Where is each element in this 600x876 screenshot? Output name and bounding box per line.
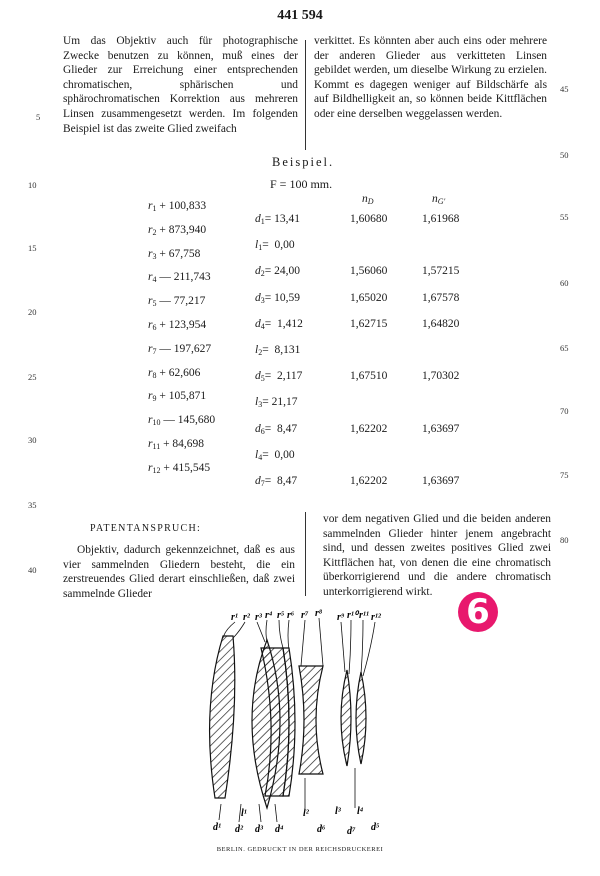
radius-value: — 211,743 [159,271,211,284]
column-divider-claim [305,512,306,596]
focal-length: F = 100 mm. [270,177,333,191]
lens-diagram [195,608,405,838]
radius-label: r [148,366,153,379]
radius-value: — 145,680 [163,414,216,427]
thickness-cell [255,449,295,462]
radius-label: r [148,438,153,450]
intro-left-text: Um das Objektiv auch für photographische Zwecke benutzen zu können, muß eines der Glieder zur Erreichung einer entsprechenden chromatischen, sphärischen und sphärochromatischen Korrektion aus mehreren Linsen zusammengesetzt werden. Im folgenden Beispiel ist das zweite Glied zweifach [63,35,298,135]
thickness-cell [255,344,300,357]
thickness-cell [255,239,295,252]
radius-index: 11 [152,442,161,451]
claim-heading: PATENTANSPRUCH: [90,523,202,534]
line-number: 55 [560,212,569,222]
thickness-label: d [255,370,261,383]
refractive-index-ng: 1,63697 [422,422,460,435]
radius-label: r [148,390,153,403]
claim-right-column [323,512,551,600]
radius-label: r [148,319,153,331]
diagram-label-d6: d⁶ [317,824,326,835]
thickness-cell [255,475,297,488]
thickness-index: 1 [258,243,263,253]
thickness-label: l [255,239,259,252]
line-number: 20 [28,307,37,317]
intro-right-column [314,34,547,122]
radius-row [148,295,205,308]
radius-row [148,319,206,332]
refractive-index-ng: 1,67578 [422,291,460,304]
intro-right-text: verkittet. Es könnten aber auch eins oder mehrere der anderen Glieder aus verkitteten Linsen gebildet werden, um dieselbe Wirkung zu erzielen. Kommt es dagegen weniger auf Bildschärfe als auf Bildhelligkeit an, so können beide Kittflächen oder eine derselben weggelassen werden. [314,35,547,120]
refractive-index-nd: 1,56060 [350,265,388,278]
thickness-value: = 1,412 [264,317,303,330]
radius-row [148,224,206,237]
diagram-label-l3: l³ [335,806,341,817]
claim-right-text: vor dem negativen Glied und die beiden anderen sammelnden Glieder hinter jenem angebracht sind, und dessen zweites positives Glied zwei Kittflächen hat, von denen die eine chromatisch überkorrigierend und die andere chromatisch unterkorrigierend wirkt. [323,513,551,598]
refractive-index-nd: 1,65020 [350,291,388,304]
radius-index: 1 [152,204,157,213]
diagram-label-d3: d³ [255,824,263,835]
thickness-cell [255,213,300,226]
line-number: 50 [560,150,569,160]
thickness-value: = 8,47 [264,475,298,487]
diagram-label-r7: r⁷ [301,610,309,621]
thickness-cell [255,370,302,383]
diagram-label-r5: r⁵ [277,610,285,621]
radius-row [148,414,215,427]
thickness-value: = 0,00 [262,448,295,461]
diagram-label-r11: r¹¹ [359,610,369,621]
column-header-ng: $n_{G'}$ [432,193,446,206]
thickness-index: 4 [260,321,265,331]
line-number: 5 [36,112,41,122]
thickness-label: d [255,317,261,330]
thickness-value: = 10,59 [264,291,300,304]
diagram-label-r4: r⁴ [265,610,273,621]
thickness-value: = 0,00 [262,239,295,252]
thickness-index: 6 [260,426,265,436]
line-number: 40 [28,565,37,575]
intro-left-column [63,34,298,136]
radius-row [148,462,210,475]
thickness-label: d [255,265,261,278]
column-divider-top [305,40,306,150]
radius-label: r [148,342,153,355]
diagram-label-r6: r⁶ [287,610,295,621]
thickness-label: d [255,422,261,435]
radius-index: 3 [152,251,157,261]
line-number: 80 [560,535,569,545]
refractive-index-ng: 1,64820 [422,317,460,330]
radius-index: 7 [152,346,157,356]
diagram-label-r12: r¹² [371,612,381,623]
diagram-label-r3: r³ [255,612,262,623]
radius-index: 9 [152,394,157,404]
page-number-badge: 6 [458,592,498,632]
refractive-index-nd: 1,62715 [350,317,388,330]
radius-index: 2 [152,227,157,237]
thickness-cell [255,318,303,331]
radius-value: + 123,954 [159,319,207,331]
refractive-index-nd: 1,67510 [350,370,388,383]
line-number: 60 [560,278,569,288]
radius-value: + 67,758 [159,247,201,260]
diagram-label-r9: r⁹ [337,612,345,623]
line-number: 30 [28,435,37,445]
radius-label: r [148,200,153,212]
thickness-cell [255,423,297,436]
thickness-index: 4 [258,452,263,462]
lens-element-5 [299,666,323,774]
refractive-index-nd: 1,60680 [350,213,388,225]
diagram-label-l4: l⁴ [357,806,364,817]
radius-row [148,200,206,213]
radius-value: — 77,217 [159,295,206,308]
refractive-index-nd: 1,62202 [350,475,388,487]
line-number: 75 [560,470,569,480]
thickness-value: = 2,117 [264,370,303,383]
thickness-value: = 24,00 [264,265,300,278]
thickness-value: = 13,41 [264,213,300,225]
line-number: 25 [28,372,37,382]
refractive-index-ng: 1,63697 [422,475,460,487]
thickness-value: = 8,47 [264,422,298,435]
radius-row [148,271,211,284]
radius-index: 6 [152,323,157,332]
line-number: 15 [28,243,37,253]
radius-label: r [148,223,153,236]
thickness-value: = 8,131 [262,344,301,356]
line-number: 65 [560,343,569,353]
radius-index: 8 [152,370,157,380]
diagram-label-r10: r¹⁰ [347,610,358,621]
radius-value: + 100,833 [159,200,207,212]
claim-left-text: Objektiv, dadurch gekennzeichnet, daß es aus vier sammelnden Gliedern besteht, die ein zerstreuendes Glied derart einschließen, daß zwei sammelnde Glieder [63,544,295,600]
line-number: 35 [28,500,37,510]
lens-element-1 [210,636,235,798]
diagram-label-d5: d⁵ [371,822,380,833]
thickness-index: 3 [258,400,263,410]
refractive-index-nd: 1,62202 [350,422,388,435]
radius-row [148,390,206,403]
radius-index: 5 [152,299,157,309]
thickness-value: = 21,17 [262,396,298,409]
diagram-label-d7: d⁷ [347,826,356,837]
diagram-label-l1: l¹ [241,808,247,819]
diagram-label-r2: r² [243,612,250,623]
lens-element-7 [356,672,366,764]
radius-index: 12 [152,465,161,475]
radius-label: r [148,461,153,474]
radius-index: 10 [152,418,161,428]
thickness-index: 7 [260,479,265,488]
radius-value: + 873,940 [159,223,207,236]
thickness-label: d [255,213,261,225]
thickness-label: l [255,396,259,409]
radius-row [148,343,211,356]
diagram-label-d1: d¹ [213,822,221,833]
thickness-label: d [255,291,261,304]
thickness-index: 5 [260,374,265,384]
refractive-index-ng: 1,57215 [422,265,460,278]
line-number: 70 [560,406,569,416]
claim-left-column [63,543,295,601]
line-number: 10 [28,180,37,190]
thickness-cell [255,265,300,278]
thickness-index: 3 [260,295,265,305]
column-header-nd: $n_D$ [362,193,374,206]
radius-row [148,248,200,261]
diagram-label-d2: d² [235,824,243,835]
diagram-label-l2: l² [303,808,309,819]
radius-value: + 415,545 [163,461,211,474]
thickness-index: 1 [260,217,265,226]
thickness-index: 2 [260,269,265,279]
diagram-label-d4: d⁴ [275,824,284,835]
diagram-label-r8: r⁸ [315,608,323,619]
refractive-index-ng: 1,70302 [422,370,460,383]
thickness-index: 2 [258,348,263,357]
radius-value: — 197,627 [159,342,212,355]
footer-imprint: BERLIN. GEDRUCKT IN DER REICHSDRUCKEREI [216,846,384,853]
lens-element-6 [341,670,351,766]
radius-row [148,438,204,451]
radius-index: 4 [152,275,157,285]
radius-row [148,367,200,380]
radius-label: r [148,295,153,308]
radius-value: + 105,871 [159,390,207,403]
line-number: 45 [560,84,569,94]
patent-number: 441 594 [277,8,323,23]
thickness-label: l [255,448,259,461]
thickness-label: d [255,475,261,487]
diagram-label-r1: r¹ [231,612,238,623]
radius-label: r [148,414,153,427]
refractive-index-ng: 1,61968 [422,213,460,225]
thickness-label: l [255,344,259,356]
example-heading: Beispiel. [272,155,335,169]
thickness-cell [255,292,300,305]
radius-label: r [148,247,153,260]
thickness-cell [255,396,297,409]
radius-value: + 84,698 [163,438,205,450]
radius-label: r [148,271,153,284]
radius-value: + 62,606 [159,366,201,379]
